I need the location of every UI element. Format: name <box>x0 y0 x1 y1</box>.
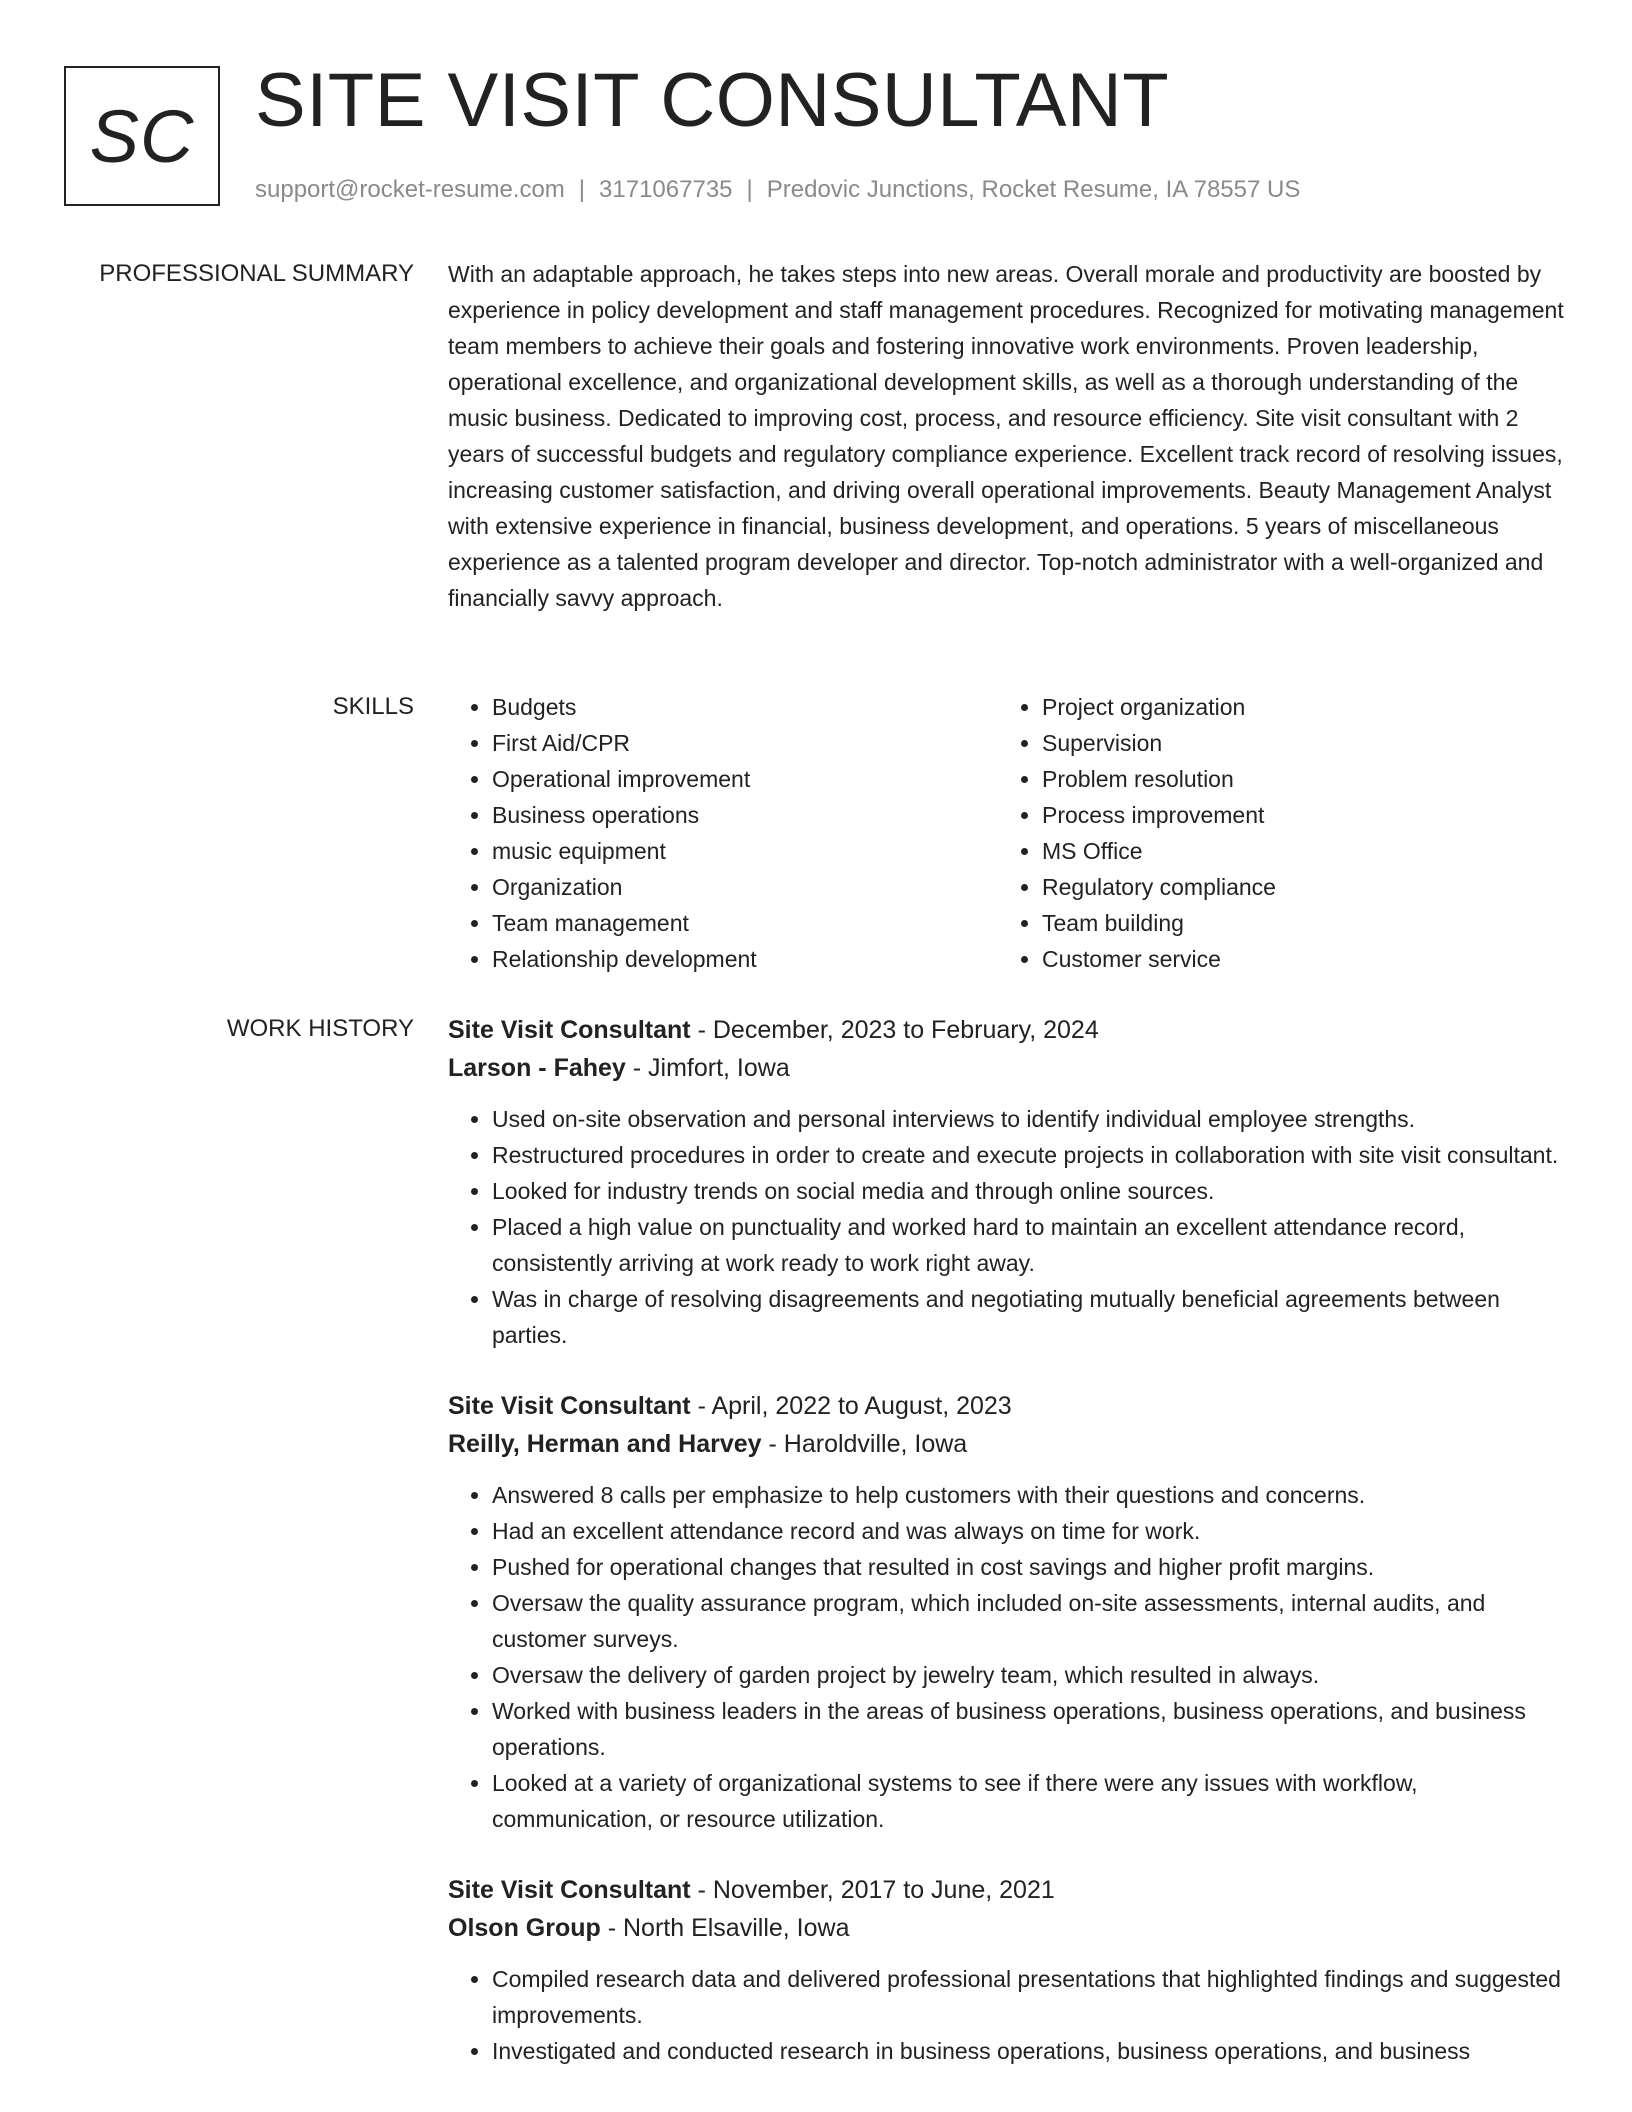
skill-item: • Team building <box>1042 905 1548 941</box>
job-title: Site Visit Consultant <box>448 1392 691 1420</box>
skills-label: SKILLS <box>332 693 414 720</box>
skill-item: • First Aid/CPR <box>492 725 998 761</box>
skills-body <box>448 689 1568 977</box>
job-title-line <box>448 1387 1568 1425</box>
contact-email: support@rocket-resume.com <box>255 176 565 203</box>
skill-item: • Relationship development <box>492 941 998 977</box>
skill-item: • Business operations <box>492 797 998 833</box>
job-company-line <box>448 1425 1568 1463</box>
job-bullet: • Oversaw the delivery of garden project by jewelry team, which resulted in always. <box>492 1657 1568 1693</box>
contact-line <box>255 174 1300 206</box>
skill-item: • Regulatory compliance <box>1042 869 1548 905</box>
monogram-box <box>64 66 220 206</box>
contact-address: Predovic Junctions, Rocket Resume, IA 78557 US <box>766 176 1301 203</box>
job-bullet-list <box>448 1961 1568 2069</box>
summary-label: PROFESSIONAL SUMMARY <box>99 260 414 287</box>
skill-item: • Process improvement <box>1042 797 1548 833</box>
skills-right-column <box>998 689 1548 977</box>
job-bullet-list <box>448 1101 1568 1353</box>
job-company: Reilly, Herman and Harvey <box>448 1430 762 1458</box>
job-company: Larson - Fahey <box>448 1054 626 1082</box>
work-history-label: WORK HISTORY <box>226 1015 414 1042</box>
job-bullet: • Compiled research data and delivered professional presentations that highlighted findings and suggested improvements. <box>492 1961 1568 2033</box>
job-company-line <box>448 1909 1568 1947</box>
contact-phone: 3171067735 <box>599 176 733 203</box>
job-title: Site Visit Consultant <box>448 1876 691 1904</box>
job-title-line <box>448 1871 1568 1909</box>
summary-text: With an adaptable approach, he takes steps into new areas. Overall morale and productivity are boosted by experience in policy development and staff management procedures. Recognized for motivating management team members to achieve their goals and fostering innovative work environments. Proven leadership, operational excellence, and organizational development skills, as well as a thorough understanding of the music business. Dedicated to improving cost, process, and resource efficiency. Site visit consultant with 2 years of successful budgets and regulatory compliance experience. Excellent track record of resolving issues, increasing customer satisfaction, and driving overall operational improvements. Beauty Management Analyst with extensive experience in financial, business development, and operations. 5 years of miscellaneous experience as a talented program developer and director. Top-notch administrator with a well-organized and financially savvy approach. <box>448 261 1564 611</box>
job-company-line <box>448 1049 1568 1087</box>
skills-left-column <box>448 689 998 977</box>
job-bullet-list <box>448 1477 1568 1837</box>
job-bullet: • Oversaw the quality assurance program, which included on-site assessments, internal audits, and customer surveys. <box>492 1585 1568 1657</box>
work-history-body <box>448 1011 1568 2103</box>
contact-separator: | <box>746 176 753 203</box>
job-title-line <box>448 1011 1568 1049</box>
job-bullet: • Worked with business leaders in the areas of business operations, business operations, and business operations. <box>492 1693 1568 1765</box>
job-bullet: • Looked for industry trends on social media and through online sources. <box>492 1173 1568 1209</box>
skill-item: • Budgets <box>492 689 998 725</box>
job-title: Site Visit Consultant <box>448 1016 691 1044</box>
job-bullet: • Pushed for operational changes that resulted in cost savings and higher profit margins. <box>492 1549 1568 1585</box>
skill-item: • Project organization <box>1042 689 1548 725</box>
job-location: - North Elsaville, Iowa <box>600 1914 850 1942</box>
skill-item: • Customer service <box>1042 941 1548 977</box>
summary-body <box>448 256 1568 616</box>
job-bullet: • Used on-site observation and personal interviews to identify individual employee strengths. <box>492 1101 1568 1137</box>
job-location: - Haroldville, Iowa <box>761 1430 968 1458</box>
skill-item: • Problem resolution <box>1042 761 1548 797</box>
skill-item: • Organization <box>492 869 998 905</box>
skill-item: • MS Office <box>1042 833 1548 869</box>
job-location: - Jimfort, Iowa <box>625 1054 790 1082</box>
job-entry <box>448 1011 1568 1353</box>
job-bullet: • Was in charge of resolving disagreements and negotiating mutually beneficial agreements between parties. <box>492 1281 1568 1353</box>
job-bullet: • Restructured procedures in order to create and execute projects in collaboration with site visit consultant. <box>492 1137 1568 1173</box>
job-entry <box>448 1387 1568 1837</box>
job-bullet: • Investigated and conducted research in business operations, business operations, and business <box>492 2033 1568 2069</box>
job-bullet: • Placed a high value on punctuality and worked hard to maintain an excellent attendance record, consistently arriving at work ready to work right away. <box>492 1209 1568 1281</box>
job-dates: - April, 2022 to August, 2023 <box>690 1392 1012 1420</box>
skill-item: • Team management <box>492 905 998 941</box>
job-entry <box>448 1871 1568 2069</box>
skill-item: • music equipment <box>492 833 998 869</box>
skill-item: • Operational improvement <box>492 761 998 797</box>
job-dates: - December, 2023 to February, 2024 <box>690 1016 1099 1044</box>
job-dates: - November, 2017 to June, 2021 <box>690 1876 1055 1904</box>
monogram-initials: SC <box>89 94 195 178</box>
candidate-name: SITE VISIT CONSULTANT <box>255 58 1170 143</box>
job-company: Olson Group <box>448 1914 601 1942</box>
job-bullet: • Looked at a variety of organizational systems to see if there were any issues with workflow, communication, or resource utilization. <box>492 1765 1568 1837</box>
contact-separator: | <box>578 176 586 203</box>
skill-item: • Supervision <box>1042 725 1548 761</box>
job-bullet: • Had an excellent attendance record and was always on time for work. <box>492 1513 1568 1549</box>
job-bullet: • Answered 8 calls per emphasize to help customers with their questions and concerns. <box>492 1477 1568 1513</box>
